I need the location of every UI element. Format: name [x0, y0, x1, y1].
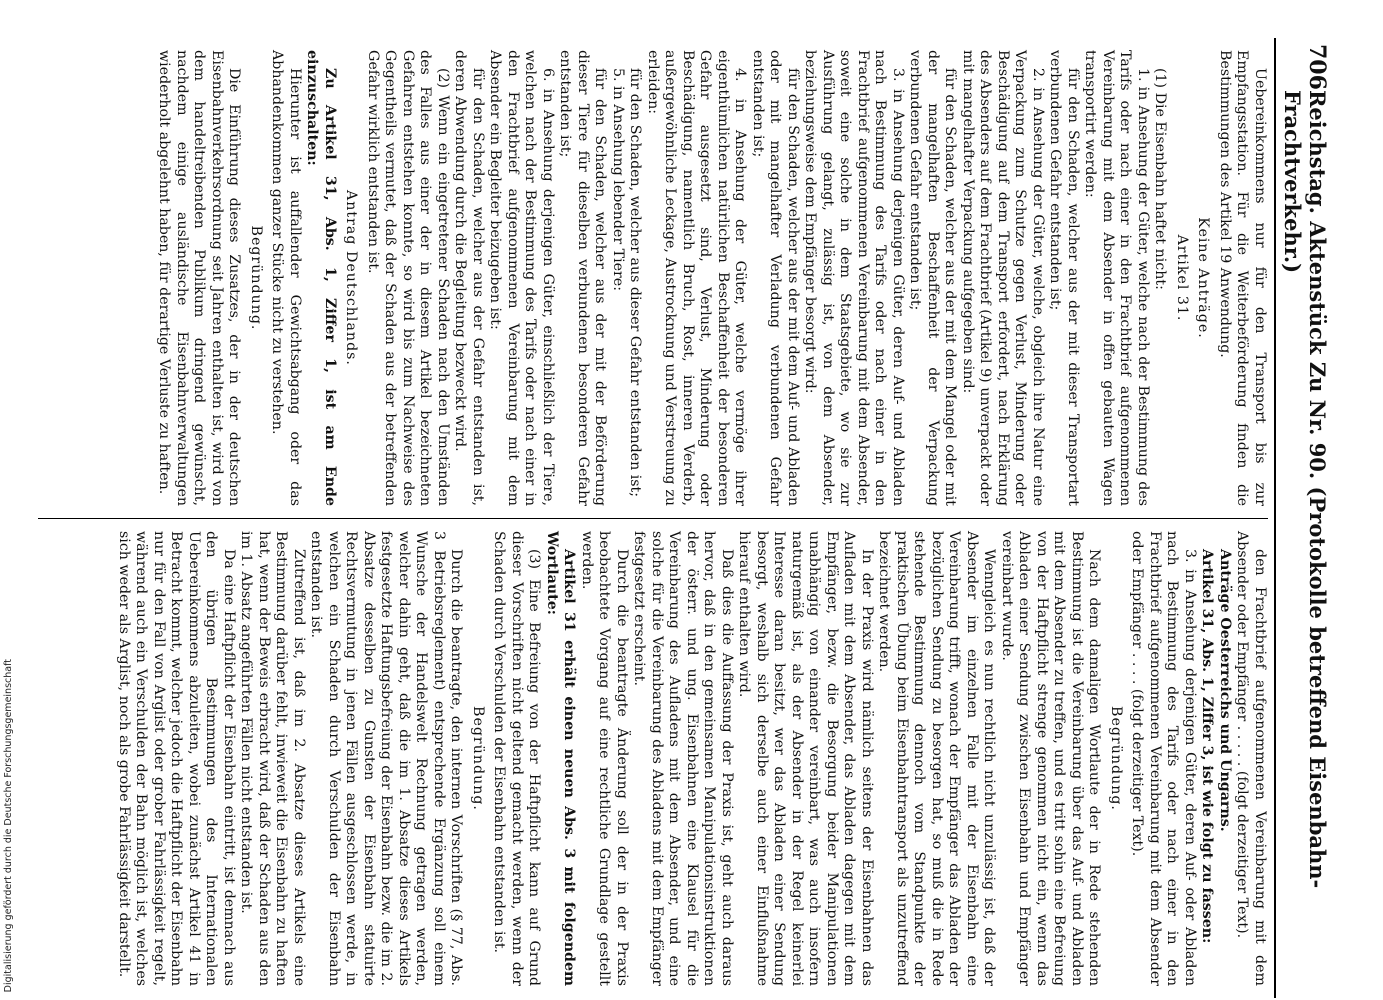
paragraph: Durch die beantragte, den internen Vorschriften (§ 77, Abs. 3 Betriebsreglement) entsprechende Ergänzung soll einem Wunsche der Handelswelt Rechnung getragen werden, welcher dahin geht, daß die im 1. Absatze dieses Artikels festgesetzte Haftungsbefreiung der Eisenbahn bezw. die im 2. Absatze desselben zu Gunsten der Eisenbahn statuirte Rechtsvermutung in jenen Fällen ausgeschlossen werde, in welchen ein Schaden durch Verschulden der Eisenbahn entstanden ist. [308, 531, 465, 986]
paragraph: 1. in Ansehung der Güter, welche nach der Bestimmung des Tarifs oder nach einer in den Frachtbrief aufgenommenen Vereinbarung mit dem Absender in offen gebauten Wagen transportirt werden: [1082, 50, 1151, 506]
paragraph: für den Schaden, welcher aus der Gefahr entstanden ist, deren Abwendung durch die Begleitung bezweckt wird. [452, 50, 486, 506]
paragraph: für den Schaden, welcher aus der mit dem Mangel oder mit der mangelhaften Beschaffenheit der Verpackung verbundenen Gefahr entstanden ist; [907, 50, 959, 506]
paragraph: Wenngleich es nun rechtlich nicht unzulässig ist, daß der Absender im einzelnen Falle mit der Eisenbahn eine Vereinbarung trifft, wonach der Empfänger das Abladen der bezüglichen Sendung zu besorgen hat, so muß die in Rede stehende Bestimmung dennoch vom Standpunkte der praktischen Übung beim Eisenbahntransport als unzutreffend bezeichnet werden. [876, 531, 998, 986]
funding-credit: Digitalisierung gefördert durch die Deutsche Forschungsgemeinschaft [3, 658, 14, 992]
section-heading: Artikel 31. [1174, 234, 1190, 322]
digitization-sidebar [0, 0, 30, 1000]
motion-heading: Zu Artikel 31, Abs. 1, Ziffer 1, ist am Ende einzuschalten: [304, 50, 338, 506]
paragraph: 4. in Ansehung der Güter, welche vermöge ihrer eigenthümlichen natürlichen Beschaffenheit der besonderen Gefahr ausgesetzt sind, Verlust, Minderung oder Beschädigung, namentlich Bruch, Rost, inneren Verderb, außergewöhnliche Leckage, Austrocknung und Verstreuung zu erleiden: [645, 50, 749, 506]
paragraph: (1) Die Eisenbahn haftet nicht: [1152, 68, 1169, 290]
section-heading: Begründung. [470, 706, 486, 811]
paragraph: Uebereinkommens nur für den Transport bis zur Empfangsstation. Für die Weiterbeförderung finden die Bestimmungen des Artikel 19 Anwendung. [1217, 50, 1268, 506]
rotated-document-page [40, 38, 1330, 998]
paragraph: (3) Eine Befreiung von der Haftpflicht kann auf Grund dieser Vorschriften nicht geltend gemacht werden, wenn der Schaden durch Verschulden der Eisenbahn entstanden ist. [491, 531, 543, 986]
paragraph: für den Schaden, welcher aus der mit dieser Transportart verbundenen Gefahr entstanden ist; [1047, 50, 1081, 506]
paragraph: (2) Wenn ein eingetretener Schaden nach den Umständen des Falles aus einer der in diesem Artikel bezeichneten Gefahren entstehen konnte, so wird bis zum Nachweise des Gegentheils vermutet, daß der Schaden aus der betreffenden Gefahr wirklich entstanden ist. [365, 50, 451, 506]
paragraph: Durch die beantragte Änderung soll der in der Praxis beobachtete Vorgang auf eine rechtliche Grundlage gestellt werden. [579, 531, 630, 986]
page-title: Reichstag. Aktenstück Zu Nr. 90. (Protokolle betreffend Eisenbahn-Frachtverkehr.) [1280, 89, 1330, 889]
paragraph: den Frachtbrief aufgenommenen Vereinbarung mit dem Absender oder Empfänger . . . . . (folgt derzeitiger Text). [1234, 531, 1268, 986]
page-number: 706 [1304, 44, 1330, 90]
paragraph: 6. in Ansehung derjenigen Güter, einschließlich der Tiere, welchen nach der Bestimmung des Tarifs oder nach einer in den Frachtbrief aufgenommenen Vereinbarung mit dem Absender ein Begleiter beizugeben ist: [487, 50, 556, 506]
paragraph: für den Schaden, welcher aus der mit der Beförderung dieser Tiere für dieselben verbundenen besonderen Gefahr entstanden ist; [557, 50, 609, 506]
paragraph: Die Einführung dieses Zusatzes, der in der deutschen Eisenbahnverkehrsordnung seit Jahren enthalten ist, wird von dem handeltreibenden Publikum dringend gewünscht, nachdem einige ausländische Eisenbahnverwaltungen wiederholt abgelehnt haben, für derartige Verluste zu haften. [156, 50, 243, 506]
paragraph: für den Schaden, welcher aus dieser Gefahr entstanden ist; [627, 68, 644, 498]
section-heading: Antrag Deutschlands. [343, 190, 360, 366]
paragraph: Zutreffend ist, daß im 2. Absatze dieses Artikels eine Bestimmung darüber fehlt, inwieweit die Eisenbahn zu haften hat, wenn der Beweis erbracht wird, daß der Schaden aus den im 1. Absatz angeführten Fällen nicht entstanden ist. [238, 531, 307, 986]
paragraph: für den Schaden, welcher aus der mit dem Auf- und Abladen oder mit mangelhafter Verladung verbundenen Gefahr entstanden ist; [750, 50, 801, 506]
paragraph: Nach dem damaligen Wortlaute der in Rede stehenden Bestimmung ist die Vereinbarung über das Auf- und Abladen mit dem Absender zu treffen, und es tritt sohin eine Befreiung von der Haftpflicht strenge genommen nicht ein, wenn das Abladen einer Sendung zwischen Eisenbahn und Empfänger vereinbart wurde. [999, 531, 1103, 986]
paragraph: In der Praxis wird nämlich seitens der Eisenbahnen das Aufladen mit dem Absender, das Abladen dagegen mit dem Empfänger, bezw. die Besorgung beider Manipulationen unabhängig von einander vereinbart, was auch insofern naturgemäß ist, als der Absender in der Regel keinerlei Interesse daran besitzt, wer das Abladen einer Sendung besorgt, weshalb sich derselbe auch einer Einflußnahme hierauf enthalten wird. [736, 531, 875, 986]
left-column [38, 38, 1268, 518]
paragraph: Da eine Haftpflicht der Eisenbahn eintritt, ist demnach aus den übrigen Bestimmungen des Internationalen Uebereinkommens abzuleiten, wobei zunächst Artikel 41 in Betracht kommt, welcher jedoch die Haftpflicht der Eisenbahn nur für den Fall von Arglist oder grober Fahrlässigkeit regelt, während auch ein Verschulden der Bahn möglich ist, welches sich weder als Arglist, noch als grobe Fahrlässigkeit darstellt. [116, 531, 237, 986]
paragraph: Hierunter ist auffallender Gewichtsabgang oder das Abhandenkommen ganzer Stücke nicht zu verstehen. [269, 50, 303, 506]
motion-heading: Artikel 31 erhält einen neuen Abs. 3 mit folgendem Wortlaute: [544, 531, 578, 986]
page-header [1274, 38, 1330, 998]
text-columns [38, 38, 1268, 998]
paragraph: 3. in Ansehung derjenigen Güter, deren Auf- oder Abladen nach Bestimmung des Tarifs oder nach einer in den Frachtbrief aufgenommenen Vereinbarung mit dem Absender oder Empfänger . . . . (folgt derzeitiger Text). [1129, 531, 1198, 986]
motion-heading: Anträge Oesterreichs und Ungarns. [1217, 549, 1233, 832]
paragraph: 5. in Ansehung lebender Tiere: [610, 68, 626, 291]
paragraph: Daß dies die Auffassung der Praxis ist, geht auch daraus hervor, daß in den gemeinsamen Manipulationsinstruktionen der österr. und ung. Eisenbahnen eine Klausel für die Vereinbarung des Aufladens mit dem Absender, und eine solche für die Vereinbarung des Abladens mit dem Empfänger festgesetzt erscheint. [631, 531, 735, 986]
paragraph: 3. in Ansehung derjenigen Güter, deren Auf- und Abladen nach Bestimmung des Tarifs oder nach einer in den Frachtbrief aufgenommenen Vereinbarung mit dem Absender, soweit eine solche in dem Staatsgebiete, wo sie zur Ausführung gelangt, zulässig ist, von dem Absender, beziehungsweise dem Empfänger besorgt wird: [802, 50, 906, 506]
right-column [38, 518, 1268, 998]
paragraph: 2. in Ansehung der Güter, welche, obgleich ihre Natur eine Verpackung zum Schutze gegen Verlust, Minderung oder Beschädigung auf dem Transport erfordert, nach Erklärung des Absenders auf dem Frachtbrief (Artikel 9) unverpackt oder mit mangelhafter Verpackung aufgegeben sind: [960, 50, 1046, 506]
section-heading: Keine Anträge. [1195, 217, 1212, 339]
section-heading: Begründung. [1108, 706, 1124, 811]
motion-heading: Artikel 31, Abs. 1, Ziffer 3, ist wie folgt zu fassen: [1199, 549, 1216, 944]
section-heading: Begründung. [248, 225, 264, 331]
